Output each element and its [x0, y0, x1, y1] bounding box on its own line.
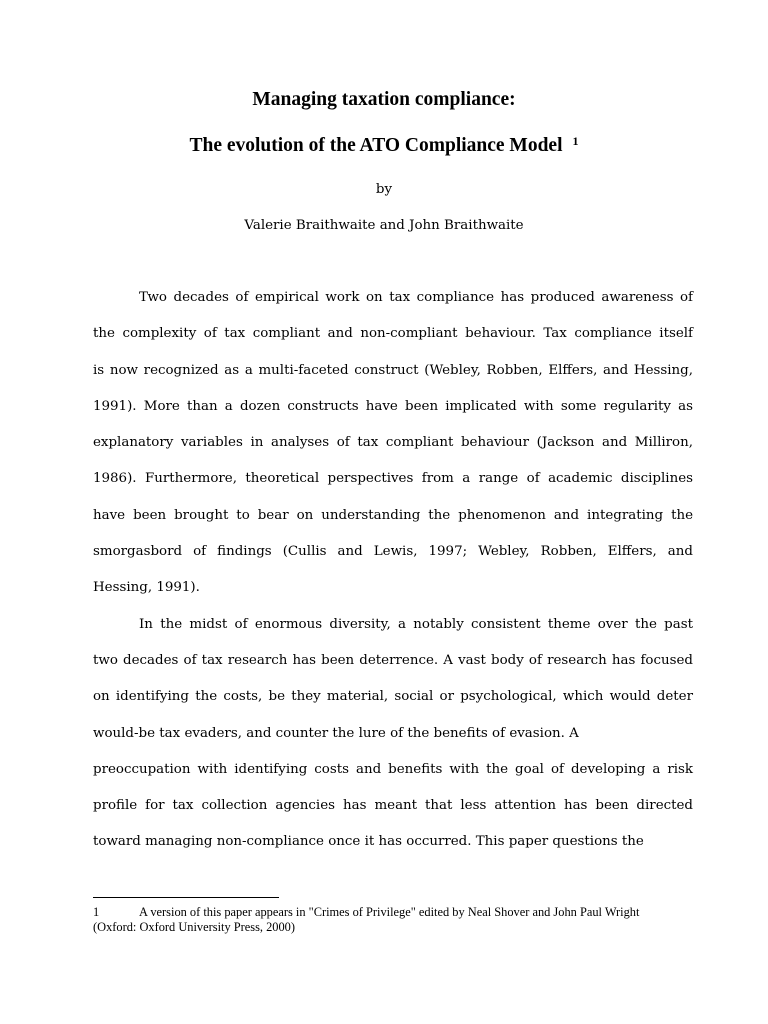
footnote — [93, 905, 693, 935]
footnote-marker: 1 — [93, 905, 100, 919]
footnote-line-1 — [93, 905, 693, 920]
paragraph-2-line-2: two decades of tax research has been deterrence. A vast body of research has focused — [93, 652, 693, 668]
paragraph-2-line-5: preoccupation with identifying costs and benefits with the goal of developing a risk — [93, 761, 693, 777]
document-title-line-1: Managing taxation compliance: — [252, 89, 516, 110]
body-text — [93, 286, 693, 867]
document-subtitle: The evolution of the ATO Compliance Model — [189, 135, 563, 156]
paragraph-1-line-9: Hessing, 1991). — [93, 580, 200, 596]
paragraph-1-line-7: have been brought to bear on understanding the phenomenon and integrating the — [93, 507, 693, 523]
authors: Valerie Braithwaite and John Braithwaite — [244, 218, 524, 233]
paragraph-2-line-6: profile for tax collection agencies has meant that less attention has been directed — [93, 798, 693, 814]
paragraph-2-line-4: would-be tax evaders, and counter the lure of the benefits of evasion. A — [93, 725, 579, 741]
paragraph-2-line-1: In the midst of enormous diversity, a notably consistent theme over the past — [139, 616, 693, 632]
footnote-divider — [93, 897, 279, 898]
paragraph-1-line-8: smorgasbord of findings (Cullis and Lewis, 1997; Webley, Robben, Elffers, and — [93, 544, 693, 560]
paragraph-1-line-4: 1991). More than a dozen constructs have been implicated with some regularity as — [93, 398, 693, 414]
paragraph-1-line-3: is now recognized as a multi-faceted construct (Webley, Robben, Elffers, and Hessing, — [93, 362, 693, 378]
paragraph-1-line-6: 1986). Furthermore, theoretical perspectives from a range of academic disciplines — [93, 471, 693, 487]
paragraph-1-line-5: explanatory variables in analyses of tax compliant behaviour (Jackson and Milliron, — [93, 435, 693, 451]
paragraph-2-line-7: toward managing non-compliance once it has occurred. This paper questions the — [93, 834, 644, 850]
by-label: by — [375, 182, 393, 197]
footnote-line-2: (Oxford: Oxford University Press, 2000) — [93, 920, 296, 934]
paragraph-1-line-2: the complexity of tax compliant and non-compliant behaviour. Tax compliance itself — [93, 326, 693, 342]
paragraph-1-line-1: Two decades of empirical work on tax compliance has produced awareness of — [139, 290, 693, 305]
document-title-line-2 — [0, 134, 768, 159]
title-footnote-marker: 1 — [572, 134, 579, 148]
paragraph-2-line-3: on identifying the costs, be they material, social or psychological, which would deter — [93, 689, 693, 705]
footnote-text: A version of this paper appears in "Crimes of Privilege" edited by Neal Shover and John Paul Wright — [139, 905, 640, 919]
